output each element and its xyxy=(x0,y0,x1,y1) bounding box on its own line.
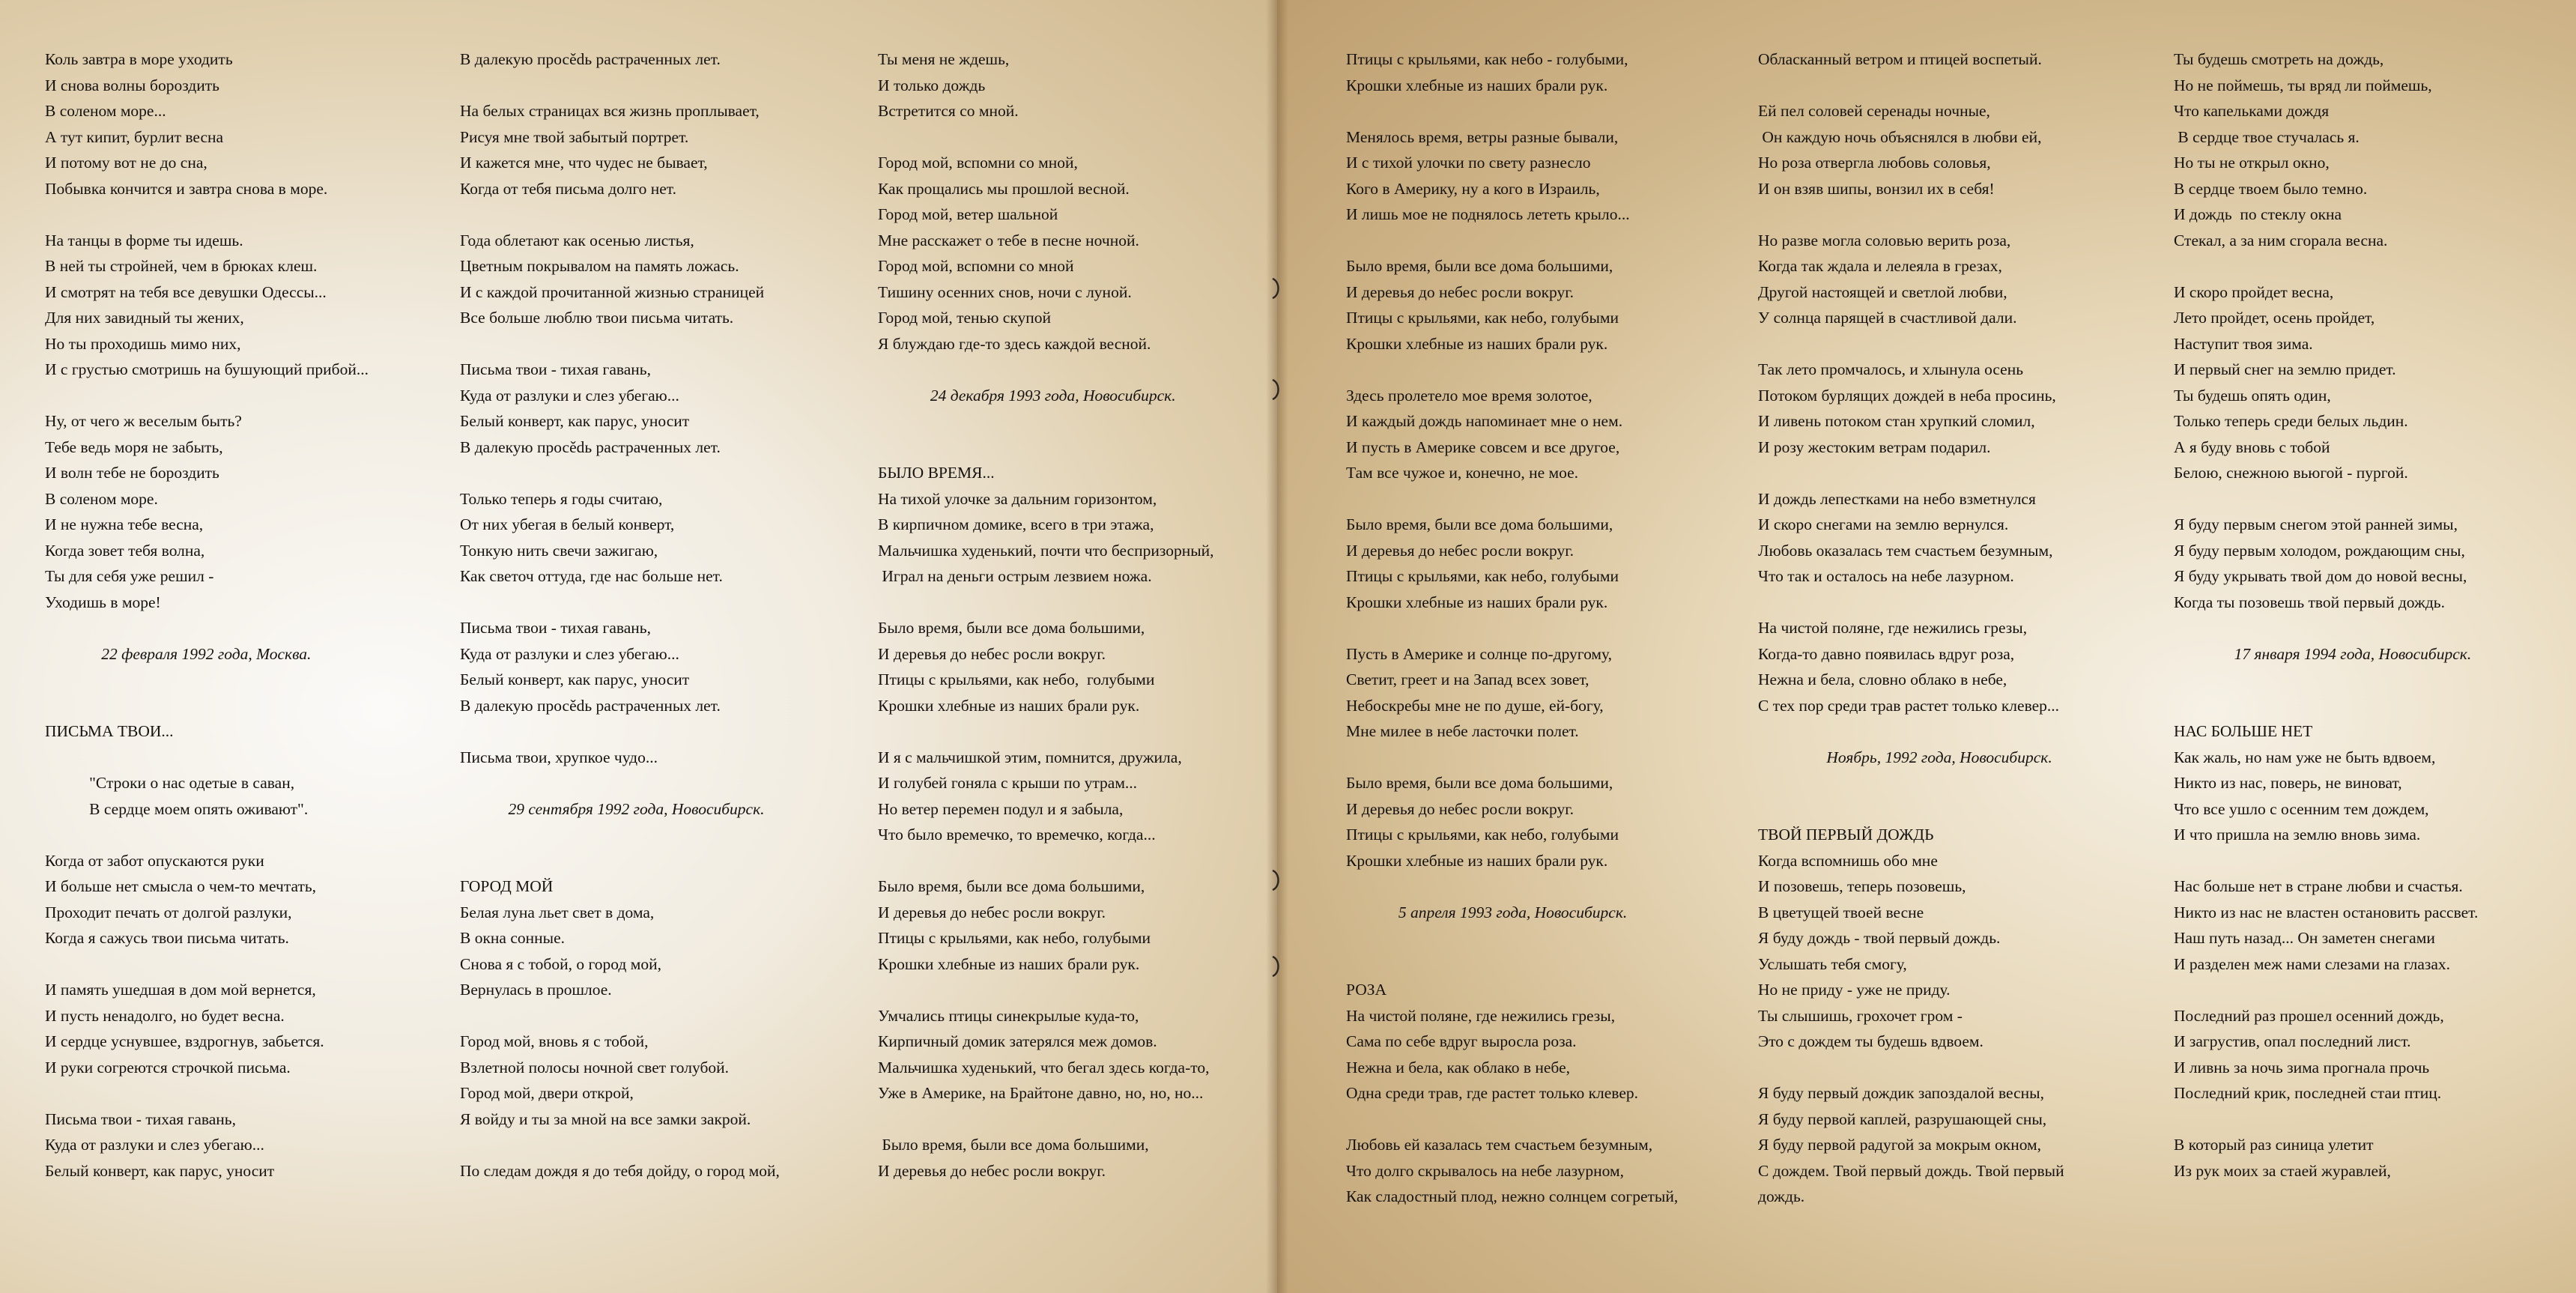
text-line: Любовь ей казалась тем счастьем безумным, xyxy=(1346,1136,1653,1154)
text-line: И деревья до небес росли вокруг. xyxy=(1346,541,1575,560)
text-line: И деревья до небес росли вокруг. xyxy=(1346,282,1575,301)
text-line: Крошки хлебные из наших брали рук. xyxy=(878,696,1140,715)
blank-line xyxy=(1346,873,1743,900)
text-line: Кирпичный домик затерялся меж домов. xyxy=(878,1032,1157,1050)
text-line: Птицы с крыльями, как небо - голубыми, xyxy=(1346,50,1628,68)
blank-line xyxy=(878,848,1267,874)
text-line: Но не приду - уже не приду. xyxy=(1758,981,1951,999)
text-line: В далекую просědь растраченных лет. xyxy=(460,437,721,456)
text-line: Кого в Америку, ну а кого в Израиль, xyxy=(1346,179,1600,198)
blank-line xyxy=(2174,977,2548,1003)
blank-line xyxy=(2174,486,2548,512)
text-line: Крошки хлебные из наших брали рук. xyxy=(878,954,1140,973)
text-line: "Строки о нас одетые в саван, xyxy=(45,774,295,792)
text-line: Последний крик, последней стаи птиц. xyxy=(2174,1084,2442,1102)
lyrics-column-5 xyxy=(1758,46,2148,1210)
text-line: Никто из нас не властен остановить рассвет. xyxy=(2174,903,2479,921)
text-line: Одна среди трав, где растет только клевер. xyxy=(1346,1084,1638,1102)
text-line: И больше нет смысла о чем-то мечтать, xyxy=(45,877,317,895)
text-line: Белый конверт, как парус, уносит xyxy=(45,1161,275,1180)
blank-line xyxy=(1346,1106,1743,1133)
text-line: Что капельками дождя xyxy=(2174,102,2330,120)
blank-line xyxy=(878,357,1267,383)
text-line: Птицы с крыльями, как небо, голубыми xyxy=(878,670,1155,688)
text-line: Года облетают как осенью листья, xyxy=(460,231,694,249)
blank-line xyxy=(45,202,419,228)
text-line: Письма твои - тихая гавань, xyxy=(460,360,651,378)
text-line: И он взяв шипы, вонзил их в себя! xyxy=(1758,179,1995,198)
text-line: Крошки хлебные из наших брали рук. xyxy=(1346,851,1608,870)
blank-line xyxy=(460,202,849,228)
text-line: Здесь пролетело мое время золотое, xyxy=(1346,386,1592,405)
text-line: Нас больше нет в стране любви и счастья. xyxy=(2174,877,2463,895)
blank-line xyxy=(878,124,1267,151)
blank-line xyxy=(460,822,849,848)
date-line: 24 декабря 1993 года, Новосибирск. xyxy=(878,386,1176,405)
text-line: И потому вот не до сна, xyxy=(45,154,207,172)
blank-line xyxy=(1758,331,2148,357)
text-line: Любовь оказалась тем счастьем безумным, xyxy=(1758,541,2053,560)
text-line: Я буду первой каплей, разрушающей сны, xyxy=(1758,1109,2047,1128)
date-line: 5 апреля 1993 года, Новосибирск. xyxy=(1346,903,1628,921)
blank-line xyxy=(460,331,849,357)
blank-line xyxy=(1346,745,1743,771)
text-line: Когда от забот опускаются руки xyxy=(45,851,264,870)
text-line: Ты будешь смотреть на дождь, xyxy=(2174,50,2384,68)
text-line: Цветным покрывалом на память ложась. xyxy=(460,257,739,275)
text-line: Крошки хлебные из наших брали рук. xyxy=(1346,76,1608,94)
blank-line xyxy=(45,615,419,641)
date-line: Ноябрь, 1992 года, Новосибирск. xyxy=(1758,748,2052,766)
text-line: Обласканный ветром и птицей воспетый. xyxy=(1758,50,2042,68)
text-line: Я буду первый дождик запоздалой весны, xyxy=(1758,1084,2044,1102)
text-line: И деревья до небес росли вокруг. xyxy=(878,1161,1106,1180)
text-line: В сердце твоем было темно. xyxy=(2174,179,2368,198)
blank-line xyxy=(1758,73,2148,99)
text-line: Встретится со мной. xyxy=(878,102,1019,120)
text-line: Птицы с крыльями, как небо, голубыми xyxy=(1346,826,1619,844)
text-line: И снова волны бороздить xyxy=(45,76,219,94)
text-line: Так лето промчалось, и хлынула осень xyxy=(1758,360,2024,378)
text-line: Город мой, вспомни со мной, xyxy=(878,154,1078,172)
blank-line xyxy=(45,667,419,693)
date-line: 17 января 1994 года, Новосибирск. xyxy=(2174,644,2472,663)
text-line: И деревья до небес росли вокруг. xyxy=(878,903,1106,921)
text-line: Наступит твоя зима. xyxy=(2174,334,2313,353)
blank-line xyxy=(460,770,849,796)
text-line: Умчались птицы синекрылые куда-то, xyxy=(878,1006,1139,1025)
text-line: Когда ты позовешь твой первый дождь. xyxy=(2174,593,2445,611)
text-line: Письма твои - тихая гавань, xyxy=(45,1109,236,1128)
text-line: Но не поймешь, ты вряд ли поймешь, xyxy=(2174,76,2432,94)
blank-line xyxy=(45,822,419,848)
text-line: Письма твои, хрупкое чудо... xyxy=(460,748,658,766)
blank-line xyxy=(45,745,419,771)
text-line: И пусть ненадолго, но будет весна. xyxy=(45,1006,285,1025)
text-line: И голубей гоняла с крыши по утрам... xyxy=(878,774,1138,792)
text-line: И деревья до небес росли вокруг. xyxy=(1346,799,1575,818)
text-line: Как жаль, но нам уже не быть вдвоем, xyxy=(2174,748,2436,766)
lyrics-column-1 xyxy=(45,46,419,1184)
text-line: С дождем. Твой первый дождь. Твой первый xyxy=(1758,1161,2064,1180)
blank-line xyxy=(460,718,849,745)
blank-line xyxy=(878,977,1267,1003)
text-line: Другой настоящей и светлой любви, xyxy=(1758,282,2007,301)
text-line: Было время, были все дома большими, xyxy=(878,877,1145,895)
blank-line xyxy=(1346,615,1743,641)
text-line: И дождь по стеклу окна xyxy=(2174,205,2342,223)
text-line: И скоро снегами на землю вернулся. xyxy=(1758,515,2009,533)
blank-line xyxy=(1758,460,2148,486)
text-line: Я блуждаю где-то здесь каждой весной. xyxy=(878,334,1151,353)
text-line: Птицы с крыльями, как небо, голубыми xyxy=(1346,567,1619,585)
blank-line xyxy=(460,848,849,874)
text-line: С тех пор среди трав растет только клевер... xyxy=(1758,696,2060,715)
blank-line xyxy=(460,590,849,616)
blank-line xyxy=(878,434,1267,461)
blank-line xyxy=(1346,357,1743,383)
text-line: Рисуя мне твой забытый портрет. xyxy=(460,127,689,146)
lyrics-column-6 xyxy=(2174,46,2548,1184)
text-line: И деревья до небес росли вокруг. xyxy=(878,644,1106,663)
text-line: Только теперь среди белых льдин. xyxy=(2174,412,2408,430)
blank-line xyxy=(460,1003,849,1029)
blank-line xyxy=(1758,796,2148,823)
text-line: Для них завидный ты жених, xyxy=(45,309,244,327)
text-line: РОЗА xyxy=(1346,981,1387,999)
text-line: Я буду первой радугой за мокрым окном, xyxy=(1758,1136,2042,1154)
text-line: В ней ты стройней, чем в брюках клеш. xyxy=(45,257,318,275)
text-line: Наш путь назад... Он заметен снегами xyxy=(2174,929,2435,947)
text-line: И кажется мне, что чудес не бывает, xyxy=(460,154,708,172)
text-line: Я буду укрывать твой дом до новой весны, xyxy=(2174,567,2467,585)
text-line: Мне милее в небе ласточки полет. xyxy=(1346,722,1579,740)
text-line: И розу жестоким ветрам подарил. xyxy=(1758,437,1991,456)
text-line: Снова я с тобой, о город мой, xyxy=(460,954,661,973)
blank-line xyxy=(1758,1055,2148,1081)
blank-line xyxy=(1346,98,1743,124)
text-line: Как прощались мы прошлой весной. xyxy=(878,179,1130,198)
text-line: И с тихой улочки по свету разнесло xyxy=(1346,154,1591,172)
text-line: Он каждую ночь объяснялся в любви ей, xyxy=(1758,127,2042,146)
text-line: Уже в Америке, на Брайтоне давно, но, но, но... xyxy=(878,1084,1204,1102)
text-line: И не нужна тебе весна, xyxy=(45,515,204,533)
staple-stitch-icon xyxy=(1270,277,1285,300)
blank-line xyxy=(1346,486,1743,512)
text-line: НАС БОЛЬШЕ НЕТ xyxy=(2174,722,2313,740)
text-line: ТВОЙ ПЕРВЫЙ ДОЖДЬ xyxy=(1758,826,1934,844)
text-line: Что было времечко, то времечко, когда... xyxy=(878,826,1156,844)
text-line: Город мой, вновь я с тобой, xyxy=(460,1032,649,1050)
text-line: Когда зовет тебя волна, xyxy=(45,541,205,560)
text-line: И ливень потоком стан хрупкий сломил, xyxy=(1758,412,2035,430)
text-line: По следам дождя я до тебя дойду, о город мой, xyxy=(460,1161,780,1180)
text-line: Было время, были все дома большими, xyxy=(878,1136,1149,1154)
text-line: Коль завтра в море уходить xyxy=(45,50,233,68)
date-line: 29 сентября 1992 года, Новосибирск. xyxy=(460,799,765,818)
text-line: И руки согреются строчкой письма. xyxy=(45,1058,291,1077)
text-line: Уходишь в море! xyxy=(45,593,161,611)
text-line: Это с дождем ты будешь вдвоем. xyxy=(1758,1032,1983,1050)
text-line: Что долго скрывалось на небе лазурном, xyxy=(1346,1161,1624,1180)
text-line: Город мой, ветер шальной xyxy=(878,205,1058,223)
text-line: И с каждой прочитанной жизнью страницей xyxy=(460,282,765,301)
text-line: Когда-то давно появилась вдруг роза, xyxy=(1758,644,2015,663)
blank-line xyxy=(878,590,1267,616)
blank-line xyxy=(1758,718,2148,745)
text-line: Взлетной полосы ночной свет голубой. xyxy=(460,1058,730,1077)
text-line: И волн тебе не бороздить xyxy=(45,464,219,482)
text-line: Мальчишка худенький, что бегал здесь когда-то, xyxy=(878,1058,1210,1077)
text-line: Как светоч оттуда, где нас больше нет. xyxy=(460,567,723,585)
text-line: Из рук моих за стаей журавлей, xyxy=(2174,1161,2391,1180)
text-line: В кирпичном домике, всего в три этажа, xyxy=(878,515,1154,533)
text-line: Птицы с крыльями, как небо, голубыми xyxy=(1346,309,1619,327)
blank-line xyxy=(2174,667,2548,693)
text-line: Я буду дождь - твой первый дождь. xyxy=(1758,929,2001,947)
text-line: Ну, от чего ж веселым быть? xyxy=(45,412,242,430)
blank-line xyxy=(2174,693,2548,719)
text-line: У солнца парящей в счастливой дали. xyxy=(1758,309,2017,327)
blank-line xyxy=(1346,228,1743,254)
text-line: ПИСЬМА ТВОИ... xyxy=(45,722,174,740)
text-line: Было время, были все дома большими, xyxy=(1346,774,1613,792)
blank-line xyxy=(45,693,419,719)
text-line: Крошки хлебные из наших брали рук. xyxy=(1346,334,1608,353)
text-line: Тебе ведь моря не забыть, xyxy=(45,437,223,456)
text-line: И дождь лепестками на небо взметнулся xyxy=(1758,489,2036,508)
text-line: Стекал, а за ним сгорала весна. xyxy=(2174,231,2388,249)
text-line: И с грустью смотришь на бушующий прибой... xyxy=(45,360,369,378)
text-line: И загрустив, опал последний лист. xyxy=(2174,1032,2411,1050)
text-line: Было время, были все дома большими, xyxy=(878,619,1145,637)
text-line: Вернулась в прошлое. xyxy=(460,981,612,999)
text-line: Нежна и бела, словно облако в небе, xyxy=(1758,670,2007,688)
lyrics-column-3 xyxy=(878,46,1267,1184)
text-line: Играл на деньги острым лезвием ножа. xyxy=(878,567,1152,585)
text-line: Менялось время, ветры разные бывали, xyxy=(1346,127,1619,146)
text-line: Когда так ждала и лелеяла в грезах, xyxy=(1758,257,2002,275)
text-line: Когда от тебя письма долго нет. xyxy=(460,179,676,198)
text-line: Было время, были все дома большими, xyxy=(1346,257,1613,275)
text-line: И пусть в Америке совсем и все другое, xyxy=(1346,437,1620,456)
text-line: БЫЛО ВРЕМЯ... xyxy=(878,464,995,482)
text-line: В окна сонные. xyxy=(460,929,566,947)
text-line: И лишь мое не поднялось лететь крыло... xyxy=(1346,205,1630,223)
text-line: На чистой поляне, где нежились грезы, xyxy=(1758,619,2028,637)
text-line: Письма твои - тихая гавань, xyxy=(460,619,651,637)
text-line: Но ветер перемен подул и я забыла, xyxy=(878,799,1124,818)
text-line: Мне расскажет о тебе в песне ночной. xyxy=(878,231,1139,249)
text-line: Что все ушло с осенним тем дождем, xyxy=(2174,799,2429,818)
text-line: И я с мальчишкой этим, помнится, дружила, xyxy=(878,748,1182,766)
text-line: И каждый дождь напоминает мне о нем. xyxy=(1346,412,1623,430)
text-line: В сердце твое стучалась я. xyxy=(2174,127,2360,146)
blank-line xyxy=(1758,202,2148,228)
blank-line xyxy=(2174,1106,2548,1133)
text-line: На чистой поляне, где нежились грезы, xyxy=(1346,1006,1616,1025)
text-line: Куда от разлуки и слез убегаю... xyxy=(45,1136,264,1154)
date-line: 22 февраля 1992 года, Москва. xyxy=(45,644,312,663)
text-line: Побывка кончится и завтра снова в море. xyxy=(45,179,328,198)
text-line: Только теперь я годы считаю, xyxy=(460,489,663,508)
text-line: Никто из нас, поверь, не виноват, xyxy=(2174,774,2402,792)
blank-line xyxy=(2174,848,2548,874)
text-line: И память ушедшая в дом мой вернется, xyxy=(45,981,316,999)
text-line: Когда вспомнишь обо мне xyxy=(1758,851,1938,870)
text-line: И сердце уснувшее, вздрогнув, забьется. xyxy=(45,1032,324,1050)
blank-line xyxy=(45,383,419,409)
blank-line xyxy=(2174,253,2548,279)
text-line: Мальчишка худенький, почти что беспризорный, xyxy=(878,541,1214,560)
text-line: Небоскребы мне не по душе, ей-богу, xyxy=(1346,696,1604,715)
text-line: Я буду первым снегом этой ранней зимы, xyxy=(2174,515,2458,533)
text-line: И только дождь xyxy=(878,76,986,94)
text-line: В сердце моем опять оживают". xyxy=(45,799,309,818)
text-line: Там все чужое и, конечно, не мое. xyxy=(1346,464,1579,482)
blank-line xyxy=(878,408,1267,434)
text-line: И ливнь за ночь зима прогнала прочь xyxy=(2174,1058,2430,1077)
text-line: Ты слышишь, грохочет гром - xyxy=(1758,1006,1963,1025)
text-line: Но роза отвергла любовь соловья, xyxy=(1758,154,1991,172)
text-line: Потоком бурлящих дождей в неба просинь, xyxy=(1758,386,2056,405)
blank-line xyxy=(1346,951,1743,978)
staple-stitch-icon xyxy=(1270,955,1285,978)
text-line: В цветущей твоей весне xyxy=(1758,903,1924,921)
text-line: Тишину осенних снов, ночи с луной. xyxy=(878,282,1132,301)
blank-line xyxy=(1346,925,1743,951)
text-line: Услышать тебя смогу, xyxy=(1758,954,1907,973)
text-line: И позовешь, теперь позовешь, xyxy=(1758,877,1966,895)
text-line: Птицы с крыльями, как небо, голубыми xyxy=(878,929,1151,947)
text-line: Куда от разлуки и слез убегаю... xyxy=(460,386,679,405)
text-line: И скоро пройдет весна, xyxy=(2174,282,2334,301)
text-line: Тонкую нить свечи зажигаю, xyxy=(460,541,658,560)
blank-line xyxy=(1758,770,2148,796)
blank-line xyxy=(45,1080,419,1106)
text-line: И смотрят на тебя все девушки Одессы... xyxy=(45,282,327,301)
text-line: Белый конверт, как парус, уносит xyxy=(460,670,690,688)
text-line: Я войду и ты за мной на все замки закрой. xyxy=(460,1109,751,1128)
text-line: Ты меня не ждешь, xyxy=(878,50,1010,68)
text-line: Последний раз прошел осенний дождь, xyxy=(2174,1006,2444,1025)
blank-line xyxy=(460,460,849,486)
text-line: Белый конверт, как парус, уносит xyxy=(460,412,690,430)
text-line: Куда от разлуки и слез убегаю... xyxy=(460,644,679,663)
text-line: И первый снег на землю придет. xyxy=(2174,360,2396,378)
text-line: Нежна и бела, как облако в небе, xyxy=(1346,1058,1570,1077)
text-line: Ты будешь опять один, xyxy=(2174,386,2331,405)
text-line: Крошки хлебные из наших брали рук. xyxy=(1346,593,1608,611)
blank-line xyxy=(878,1106,1267,1133)
text-line: В далекую просědь растраченных лет. xyxy=(460,50,721,68)
blank-line xyxy=(45,951,419,978)
text-line: На белых страницах вся жизнь проплывает, xyxy=(460,102,760,120)
text-line: Город мой, двери открой, xyxy=(460,1084,634,1102)
text-line: Как сладостный плод, нежно солнцем согретый, xyxy=(1346,1187,1679,1205)
text-line: Пусть в Америке и солнце по-другому, xyxy=(1346,644,1613,663)
blank-line xyxy=(460,73,849,99)
text-line: Лето пройдет, осень пройдет, xyxy=(2174,309,2375,327)
text-line: ГОРОД МОЙ xyxy=(460,877,554,895)
blank-line xyxy=(1758,590,2148,616)
text-line: В соленом море... xyxy=(45,102,166,120)
text-line: В который раз синица улетит xyxy=(2174,1136,2374,1154)
text-line: Что так и осталось на небе лазурном. xyxy=(1758,567,2014,585)
lyrics-column-4 xyxy=(1346,46,1743,1210)
text-line: Ты для себя уже решил - xyxy=(45,567,214,585)
text-line: Сама по себе вдруг выросла роза. xyxy=(1346,1032,1577,1050)
text-line: От них убегая в белый конверт, xyxy=(460,515,675,533)
text-line: Город мой, тенью скупой xyxy=(878,309,1051,327)
text-line: А тут кипит, бурлит весна xyxy=(45,127,224,146)
text-line: Ей пел соловей серенады ночные, xyxy=(1758,102,1990,120)
text-line: На тихой улочке за дальним горизонтом, xyxy=(878,489,1157,508)
text-line: Белою, снежною вьюгой - пургой. xyxy=(2174,464,2408,482)
text-line: На танцы в форме ты идешь. xyxy=(45,231,243,249)
text-line: В далекую просědь растраченных лет. xyxy=(460,696,721,715)
staple-stitch-icon xyxy=(1270,869,1285,891)
text-line: дождь. xyxy=(1758,1187,1805,1205)
text-line: И разделен меж нами слезами на глазах. xyxy=(2174,954,2451,973)
blank-line xyxy=(460,1132,849,1158)
text-line: Город мой, вспомни со мной xyxy=(878,257,1074,275)
blank-line xyxy=(878,718,1267,745)
text-line: Но ты не открыл окно, xyxy=(2174,154,2330,172)
text-line: Белая луна льет свет в дома, xyxy=(460,903,655,921)
text-line: Я буду первым холодом, рождающим сны, xyxy=(2174,541,2465,560)
text-line: Но разве могла соловью верить роза, xyxy=(1758,231,2011,249)
text-line: Было время, были все дома большими, xyxy=(1346,515,1613,533)
booklet-spine xyxy=(1266,0,1288,1293)
text-line: Проходит печать от долгой разлуки, xyxy=(45,903,292,921)
text-line: Светит, греет и на Запад всех зовет, xyxy=(1346,670,1589,688)
text-line: Но ты проходишь мимо них, xyxy=(45,334,241,353)
text-line: В соленом море. xyxy=(45,489,158,508)
text-line: А я буду вновь с тобой xyxy=(2174,437,2330,456)
text-line: Когда я сажусь твои письма читать. xyxy=(45,929,289,947)
lyrics-column-2 xyxy=(460,46,849,1184)
text-line: Все больше люблю твои письма читать. xyxy=(460,309,734,327)
staple-stitch-icon xyxy=(1270,378,1285,401)
text-line: И что пришла на землю вновь зима. xyxy=(2174,826,2421,844)
blank-line xyxy=(2174,615,2548,641)
